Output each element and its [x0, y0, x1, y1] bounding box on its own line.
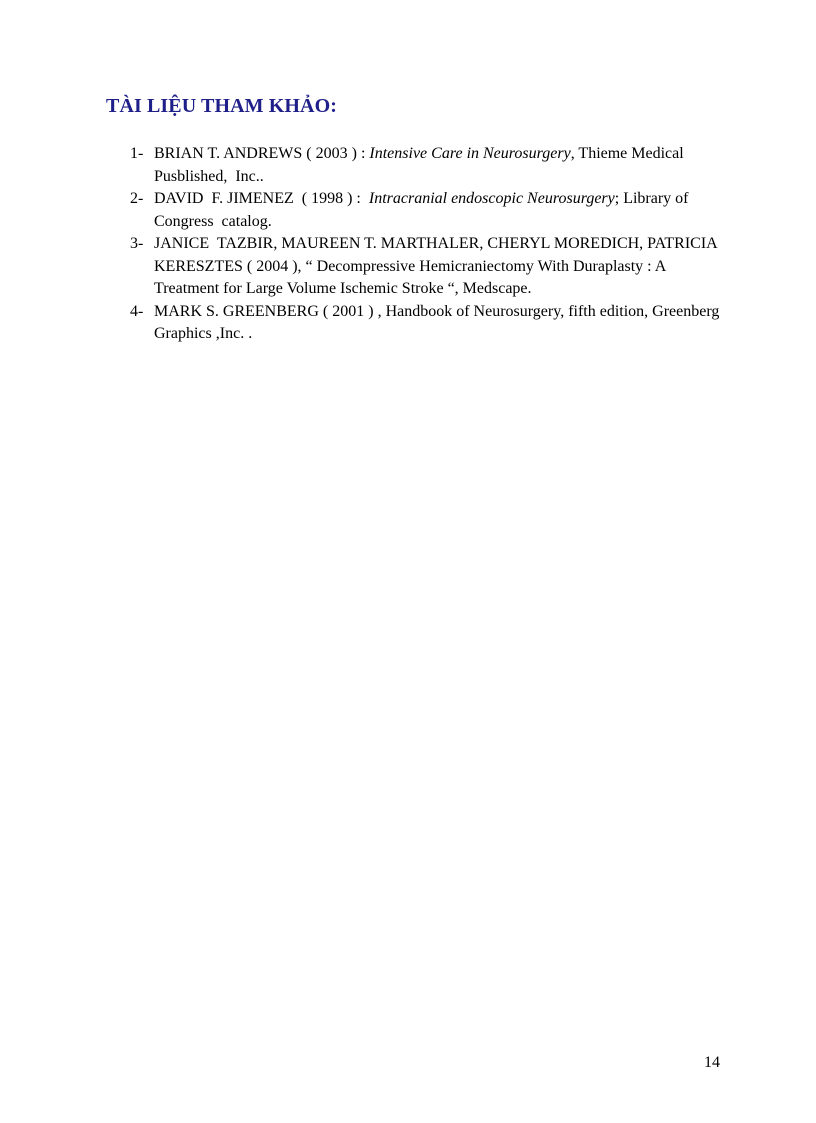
reference-number: 4- [130, 302, 144, 320]
reference-citation: JANICE TAZBIR, MAUREEN T. MARTHALER, CHERYL MOREDICH, PATRICIA KERESZTES ( 2004 ), “ Decompressive Hemicraniectomy With Duraplasty : A Treatment for Large Volume Ischemic Stroke “, Medscape. [154, 235, 721, 297]
reference-authors: BRIAN T. ANDREWS ( 2003 ) : [154, 145, 370, 162]
reference-publisher: ; Library of Congress catalog. [154, 190, 693, 230]
reference-title: Intensive Care in Neurosurgery [369, 145, 571, 162]
reference-number: 2- [130, 190, 144, 207]
page-number: 14 [704, 1054, 720, 1071]
reference-item-2 [130, 188, 730, 233]
reference-item-4 [130, 301, 730, 346]
reference-text [154, 143, 730, 188]
references-heading: TÀI LIỆU THAM KHẢO: [106, 95, 338, 117]
reference-publisher: , Thieme Medical Pusblished, Inc.. [154, 145, 688, 185]
reference-authors: DAVID F. JIMENEZ ( 1998 ) : [154, 190, 369, 207]
reference-text [154, 188, 730, 233]
reference-number: 3- [130, 235, 144, 252]
reference-citation: MARK S. GREENBERG ( 2001 ) , Handbook of Neurosurgery, fifth edition, Greenberg Graphics ,Inc. . [154, 302, 724, 342]
reference-number: 1- [130, 145, 144, 162]
reference-item-1 [130, 143, 730, 188]
reference-text [154, 301, 730, 346]
reference-item-3 [130, 233, 730, 301]
reference-list [130, 143, 730, 346]
reference-text [154, 233, 730, 301]
reference-title: Intracranial endoscopic Neurosurgery [368, 190, 615, 207]
